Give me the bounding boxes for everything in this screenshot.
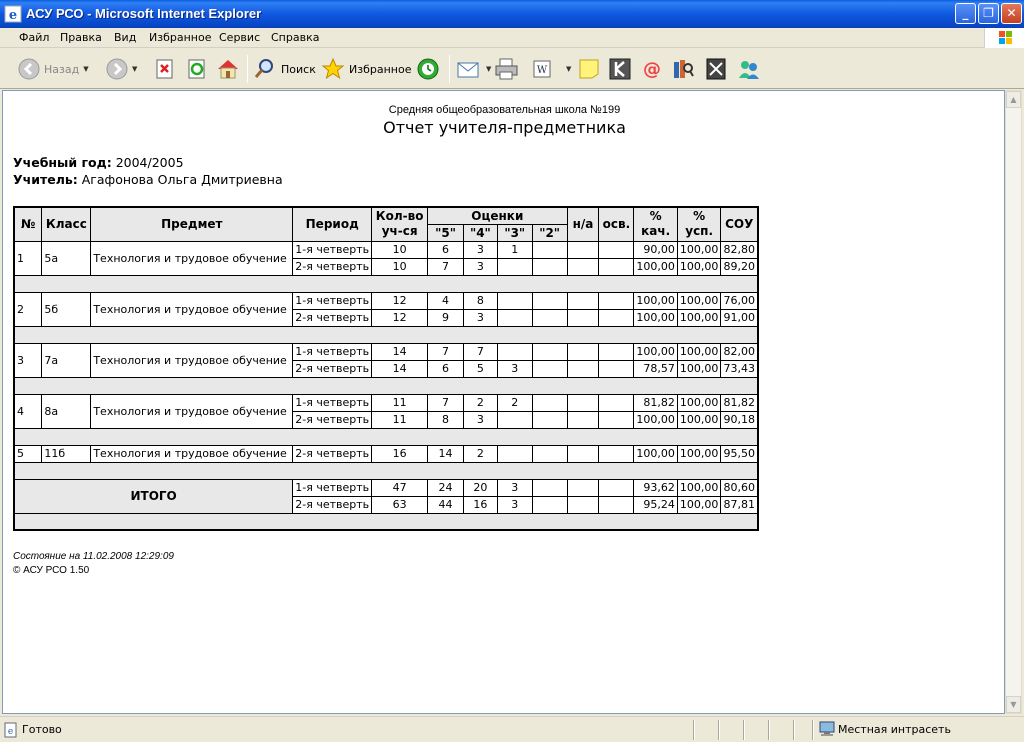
header-quality (634, 207, 678, 241)
table-row (14, 445, 758, 462)
total-label: ИТОГО (14, 479, 293, 513)
cell-grade-3 (497, 445, 532, 462)
chevron-down-icon: ▼ (566, 65, 572, 73)
report-title: Отчет учителя-предметника (383, 118, 626, 137)
cell-period: 1-я четверть (293, 292, 372, 309)
k-button[interactable] (609, 55, 631, 83)
cell-grade-2 (532, 360, 567, 377)
cell-grade-5: 9 (428, 309, 464, 326)
cell-grade-2 (532, 445, 567, 462)
header-quality-line2: кач. (641, 224, 671, 239)
cell-count: 47 (372, 479, 428, 496)
table-row (14, 292, 758, 309)
cell-na (567, 258, 599, 275)
cell-count: 63 (372, 496, 428, 513)
cell-count: 14 (372, 343, 428, 360)
cell-na (567, 360, 599, 377)
cell-grade-5: 7 (428, 394, 464, 411)
cell-grade-2 (532, 292, 567, 309)
maximize-button[interactable]: ❐ (978, 3, 999, 24)
cell-period: 2-я четверть (293, 258, 372, 275)
cell-subject: Технология и трудовое обучение (91, 241, 293, 275)
cell-subject: Технология и трудовое обучение (91, 343, 293, 377)
stop-button[interactable] (155, 55, 175, 83)
cell-sou: 91,00 (721, 309, 758, 326)
cell-success: 100,00 (677, 479, 721, 496)
status-text: Готово (22, 723, 62, 736)
cell-osv (599, 292, 634, 309)
back-button[interactable] (18, 55, 89, 83)
cell-na (567, 479, 599, 496)
cell-count: 12 (372, 292, 428, 309)
cell-grade-2 (532, 343, 567, 360)
cell-grade-2 (532, 411, 567, 428)
cell-grade-2 (532, 479, 567, 496)
cell-grade-2 (532, 496, 567, 513)
cell-na (567, 241, 599, 258)
messenger-button[interactable] (737, 55, 761, 83)
page-done-icon (4, 722, 18, 738)
intranet-zone-icon (818, 721, 836, 737)
cell-quality: 100,00 (634, 292, 678, 309)
cell-grade-5: 8 (428, 411, 464, 428)
at-sign-icon (641, 58, 663, 80)
windows-logo-icon (984, 28, 1024, 48)
cell-quality: 100,00 (634, 343, 678, 360)
header-quality-line1: % (649, 209, 662, 224)
stop-icon (155, 59, 175, 79)
teacher-label: Учитель: (13, 172, 78, 187)
vertical-scrollbar[interactable] (1005, 90, 1022, 714)
chevron-down-icon: ▼ (83, 65, 89, 73)
status-separator (793, 720, 795, 740)
cell-success: 100,00 (677, 309, 721, 326)
cell-sou: 80,60 (721, 479, 758, 496)
separator-row (14, 377, 758, 394)
cell-num: 1 (14, 241, 42, 275)
archive-icon (705, 58, 727, 80)
cell-count: 11 (372, 411, 428, 428)
chevron-down-icon: ▼ (486, 65, 492, 73)
header-period: Период (293, 207, 372, 241)
cell-sou: 95,50 (721, 445, 758, 462)
title-bar (0, 0, 1024, 28)
cell-success: 100,00 (677, 343, 721, 360)
page-content (2, 90, 1005, 714)
cell-quality: 93,62 (634, 479, 678, 496)
separator-cell (14, 326, 758, 343)
cell-grade-4: 8 (463, 292, 497, 309)
cell-osv (599, 394, 634, 411)
svg-text:e: e (7, 727, 14, 737)
cell-quality: 90,00 (634, 241, 678, 258)
word-document-icon (532, 59, 552, 79)
cell-grade-3 (497, 411, 532, 428)
cell-class: 5а (42, 241, 91, 275)
cell-count: 10 (372, 258, 428, 275)
school-year-value: 2004/2005 (115, 155, 184, 170)
cell-sou: 87,81 (721, 496, 758, 513)
header-subject: Предмет (91, 207, 293, 241)
table-row (14, 394, 758, 411)
header-grade-2: "2" (532, 224, 567, 241)
scroll-up-icon[interactable]: ▲ (1006, 91, 1021, 108)
header-students (372, 207, 428, 241)
status-timestamp: Состояние на 11.02.2008 12:29:09 (13, 551, 174, 562)
header-students-line1: Кол-во (375, 209, 424, 224)
school-year-label: Учебный год: (13, 155, 112, 170)
security-zone: Местная интрасеть (838, 723, 951, 736)
internet-explorer-icon (4, 5, 22, 23)
header-success-line2: усп. (685, 224, 714, 239)
mail-button[interactable] (456, 55, 491, 83)
report-table (13, 206, 759, 531)
cell-na (567, 292, 599, 309)
cell-na (567, 496, 599, 513)
table-row (14, 343, 758, 360)
cell-count: 16 (372, 445, 428, 462)
refresh-button[interactable] (187, 55, 207, 83)
cell-sou: 81,82 (721, 394, 758, 411)
cell-grade-4: 3 (463, 241, 497, 258)
header-osv: осв. (599, 207, 634, 241)
cell-grade-4: 3 (463, 309, 497, 326)
cell-grade-3 (497, 343, 532, 360)
print-button[interactable] (494, 55, 520, 83)
header-success-line1: % (693, 209, 706, 224)
separator-row (14, 428, 758, 445)
mail-icon (456, 58, 482, 80)
cell-period: 2-я четверть (293, 309, 372, 326)
cell-num: 5 (14, 445, 42, 462)
cell-class: 11б (42, 445, 91, 462)
cell-sou: 89,20 (721, 258, 758, 275)
status-bar (0, 716, 1024, 742)
research-books-icon (671, 58, 695, 80)
cell-success: 100,00 (677, 394, 721, 411)
header-sou: СОУ (721, 207, 758, 241)
status-separator (743, 720, 745, 740)
toolbar-separator (449, 55, 450, 83)
print-icon (494, 57, 520, 81)
cell-grade-5: 7 (428, 258, 464, 275)
separator-cell (14, 513, 758, 530)
cell-class: 5б (42, 292, 91, 326)
favorites-button[interactable] (321, 55, 411, 83)
cell-na (567, 309, 599, 326)
note-icon (578, 58, 600, 80)
cell-osv (599, 241, 634, 258)
cell-osv (599, 309, 634, 326)
cell-grade-4: 7 (463, 343, 497, 360)
cell-subject: Технология и трудовое обучение (91, 394, 293, 428)
forward-button[interactable] (106, 55, 137, 83)
cell-osv (599, 411, 634, 428)
svg-text:@: @ (643, 59, 661, 80)
cell-grade-4: 2 (463, 394, 497, 411)
back-arrow-icon (18, 58, 40, 80)
search-button[interactable] (253, 55, 316, 83)
cell-na (567, 411, 599, 428)
search-icon (253, 57, 277, 81)
cell-quality: 78,57 (634, 360, 678, 377)
cell-grade-4: 16 (463, 496, 497, 513)
separator-row (14, 513, 758, 530)
cell-period: 1-я четверть (293, 394, 372, 411)
total-row (14, 479, 758, 496)
cell-sou: 76,00 (721, 292, 758, 309)
cell-period: 2-я четверть (293, 411, 372, 428)
close-button[interactable]: ✕ (1001, 3, 1022, 24)
chevron-down-icon: ▼ (132, 65, 138, 73)
cell-count: 12 (372, 309, 428, 326)
cell-osv (599, 258, 634, 275)
cell-grade-3: 3 (497, 479, 532, 496)
report-body (14, 241, 758, 530)
separator-row (14, 275, 758, 292)
cell-grade-3 (497, 258, 532, 275)
cell-grade-2 (532, 394, 567, 411)
school-year-line (13, 155, 184, 170)
cell-quality: 81,82 (634, 394, 678, 411)
separator-cell (14, 377, 758, 394)
menu-help[interactable]: Справка (271, 31, 320, 44)
status-separator (693, 720, 695, 740)
school-name: Средняя общеобразовательная школа №199 (388, 104, 621, 116)
cell-sou: 82,00 (721, 343, 758, 360)
cell-grade-2 (532, 258, 567, 275)
cell-count: 14 (372, 360, 428, 377)
cell-success: 100,00 (677, 360, 721, 377)
cell-quality: 100,00 (634, 258, 678, 275)
menu-favorites[interactable]: Избранное (149, 31, 212, 44)
cell-osv (599, 360, 634, 377)
cell-class: 8а (42, 394, 91, 428)
scroll-down-icon[interactable]: ▼ (1006, 696, 1021, 713)
menu-edit[interactable]: Правка (60, 31, 102, 44)
header-grade-5: "5" (428, 224, 464, 241)
cell-grade-5: 44 (428, 496, 464, 513)
cell-success: 100,00 (677, 445, 721, 462)
cell-success: 100,00 (677, 292, 721, 309)
cell-period: 1-я четверть (293, 241, 372, 258)
header-grades: Оценки (428, 207, 567, 224)
forward-arrow-icon (106, 58, 128, 80)
cell-osv (599, 343, 634, 360)
history-button[interactable] (416, 55, 440, 83)
status-separator (718, 720, 720, 740)
separator-cell (14, 462, 758, 479)
history-icon (416, 57, 440, 81)
cell-class: 7а (42, 343, 91, 377)
cell-num: 4 (14, 394, 42, 428)
menu-file[interactable]: Файл (19, 31, 50, 44)
menu-tools[interactable]: Сервис (219, 31, 261, 44)
cell-grade-3: 3 (497, 360, 532, 377)
header-students-line2: уч-ся (381, 224, 418, 239)
home-icon (216, 58, 240, 80)
cell-grade-4: 5 (463, 360, 497, 377)
cell-num: 2 (14, 292, 42, 326)
cell-success: 100,00 (677, 411, 721, 428)
cell-success: 100,00 (677, 258, 721, 275)
cell-na (567, 343, 599, 360)
status-separator (768, 720, 770, 740)
cell-grade-3: 2 (497, 394, 532, 411)
tool-button[interactable] (705, 55, 727, 83)
cell-quality: 100,00 (634, 445, 678, 462)
cell-quality: 100,00 (634, 411, 678, 428)
cell-sou: 82,80 (721, 241, 758, 258)
cell-quality: 95,24 (634, 496, 678, 513)
svg-text:W: W (536, 65, 548, 76)
favorites-label: Избранное (349, 62, 412, 76)
menu-bar (0, 28, 1024, 48)
cell-period: 2-я четверть (293, 445, 372, 462)
copyright: © АСУ РСО 1.50 (13, 565, 90, 576)
cell-num: 3 (14, 343, 42, 377)
cell-subject: Технология и трудовое обучение (91, 292, 293, 326)
cell-grade-3: 1 (497, 241, 532, 258)
cell-grade-5: 6 (428, 360, 464, 377)
cell-period: 1-я четверть (293, 343, 372, 360)
refresh-icon (187, 59, 207, 79)
cell-grade-2 (532, 241, 567, 258)
header-na: н/а (567, 207, 599, 241)
minimize-button[interactable]: _ (955, 3, 976, 24)
messenger-people-icon (737, 58, 761, 80)
header-grade-4: "4" (463, 224, 497, 241)
cell-count: 11 (372, 394, 428, 411)
favorites-star-icon (321, 57, 345, 81)
cell-grade-5: 4 (428, 292, 464, 309)
toolbar-separator (247, 55, 248, 83)
header-num: № (14, 207, 42, 241)
table-row (14, 241, 758, 258)
cell-osv (599, 479, 634, 496)
edit-button[interactable] (532, 55, 571, 83)
k-icon (609, 58, 631, 80)
cell-success: 100,00 (677, 496, 721, 513)
cell-osv (599, 496, 634, 513)
cell-osv (599, 445, 634, 462)
cell-grade-4: 3 (463, 411, 497, 428)
svg-text:e: e (8, 8, 18, 23)
cell-success: 100,00 (677, 241, 721, 258)
cell-sou: 90,18 (721, 411, 758, 428)
cell-grade-4: 20 (463, 479, 497, 496)
cell-grade-5: 7 (428, 343, 464, 360)
discuss-button[interactable] (578, 55, 600, 83)
cell-grade-2 (532, 309, 567, 326)
cell-quality: 100,00 (634, 309, 678, 326)
cell-grade-5: 14 (428, 445, 464, 462)
cell-grade-3 (497, 292, 532, 309)
separator-cell (14, 275, 758, 292)
menu-view[interactable]: Вид (114, 31, 137, 44)
cell-subject: Технология и трудовое обучение (91, 445, 293, 462)
window-title: АСУ РСО - Microsoft Internet Explorer (26, 6, 262, 21)
status-separator (812, 720, 814, 740)
header-class: Класс (42, 207, 91, 241)
home-button[interactable] (216, 55, 240, 83)
cell-grade-3 (497, 309, 532, 326)
cell-period: 2-я четверть (293, 360, 372, 377)
search-label: Поиск (281, 62, 316, 76)
cell-grade-4: 2 (463, 445, 497, 462)
separator-row (14, 462, 758, 479)
cell-sou: 73,43 (721, 360, 758, 377)
cell-count: 10 (372, 241, 428, 258)
cell-grade-3: 3 (497, 496, 532, 513)
cell-na (567, 445, 599, 462)
cell-period: 1-я четверть (293, 479, 372, 496)
cell-grade-5: 24 (428, 479, 464, 496)
at-mail-button[interactable] (641, 55, 663, 83)
toolbar (0, 49, 1024, 89)
separator-row (14, 326, 758, 343)
teacher-value: Агафонова Ольга Дмитриевна (81, 172, 283, 187)
back-label: Назад (44, 62, 80, 76)
separator-cell (14, 428, 758, 445)
cell-period: 2-я четверть (293, 496, 372, 513)
cell-grade-5: 6 (428, 241, 464, 258)
header-success (677, 207, 721, 241)
research-button[interactable] (671, 55, 695, 83)
teacher-line (13, 172, 283, 187)
cell-grade-4: 3 (463, 258, 497, 275)
header-grade-3: "3" (497, 224, 532, 241)
cell-na (567, 394, 599, 411)
